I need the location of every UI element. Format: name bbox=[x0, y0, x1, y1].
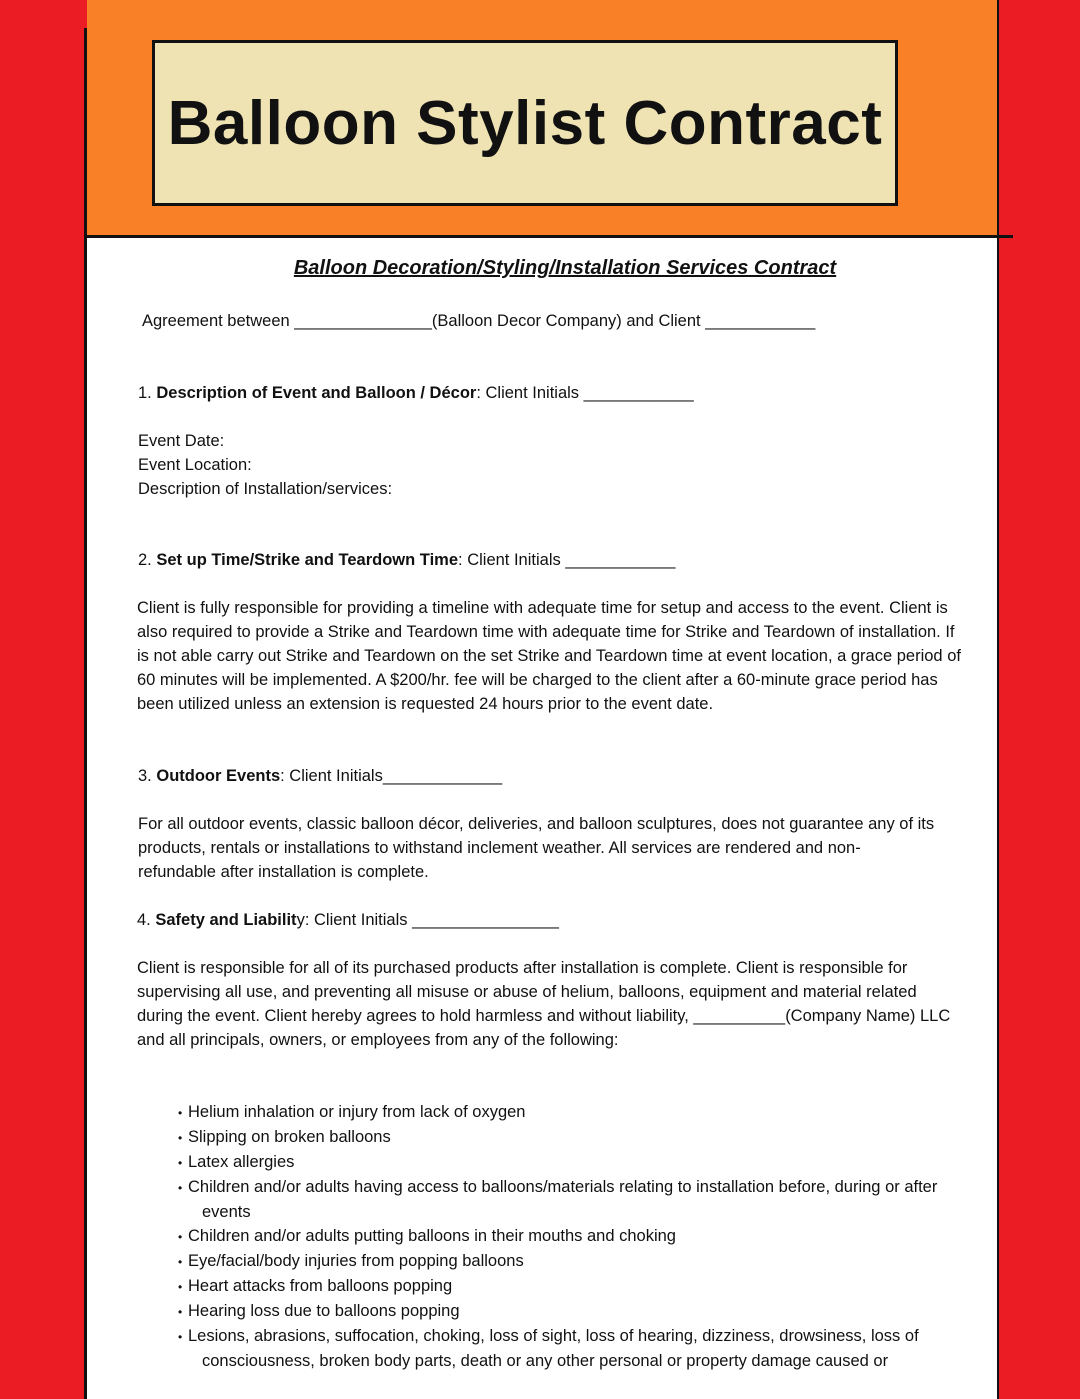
list-item: • Children and/or adults having access to balloons/materials relating to installation before, during or after events bbox=[168, 1175, 968, 1224]
section-title: Set up Time/Strike and Teardown Time bbox=[156, 551, 459, 569]
event-date-label: Event Date: bbox=[138, 432, 225, 450]
section-4-heading bbox=[137, 908, 559, 932]
section-number: 1. bbox=[138, 384, 157, 402]
agreement-line: Agreement between _______________(Balloon Decor Company) and Client ____________ bbox=[142, 312, 816, 330]
list-item: • Latex allergies bbox=[168, 1150, 968, 1175]
section-3-heading bbox=[138, 764, 502, 788]
list-item: • Heart attacks from balloons popping bbox=[168, 1274, 968, 1299]
list-item: • Children and/or adults putting balloons in their mouths and choking bbox=[168, 1224, 968, 1249]
list-item: • Slipping on broken balloons bbox=[168, 1125, 968, 1150]
document-title: Balloon Stylist Contract bbox=[167, 88, 883, 158]
section-title: Safety and Liabilit bbox=[155, 911, 297, 929]
section-number: 3. bbox=[138, 767, 157, 785]
section-1-heading bbox=[138, 381, 694, 405]
client-initials: : Client Initials ____________ bbox=[476, 384, 694, 402]
section-4-body: Client is responsible for all of its purchased products after installation is complete. Client is responsible for supervising all use, and preventing all misuse or abuse of helium, balloons, equipment and material related during the event. Client hereby agrees to hold harmless and without liability, __________(Company Name) LLC and all principals, owners, or employees from any of the following: bbox=[137, 959, 951, 1049]
right-border bbox=[997, 0, 999, 1399]
section-title: Outdoor Events bbox=[156, 767, 281, 785]
list-item: • Helium inhalation or injury from lack of oxygen bbox=[168, 1100, 968, 1125]
section-title: Description of Event and Balloon / Décor bbox=[156, 384, 477, 402]
liability-list bbox=[168, 1100, 968, 1373]
list-item: • Lesions, abrasions, suffocation, choking, loss of sight, loss of hearing, dizziness, drowsiness, loss of consciousness, broken body parts, death or any other personal or property damage caused or bbox=[168, 1324, 968, 1373]
client-initials: : Client Initials_____________ bbox=[280, 767, 503, 785]
section-number: 4. bbox=[137, 911, 156, 929]
subtitle: Balloon Decoration/Styling/Installation Services Contract bbox=[293, 257, 837, 279]
client-initials: : Client Initials ____________ bbox=[458, 551, 676, 569]
header-divider bbox=[84, 235, 1013, 238]
list-item: • Hearing loss due to balloons popping bbox=[168, 1299, 968, 1324]
event-location-label: Event Location: bbox=[138, 456, 252, 474]
client-initials: y: Client Initials ________________ bbox=[296, 911, 559, 929]
section-number: 2. bbox=[138, 551, 157, 569]
section-3-body: For all outdoor events, classic balloon décor, deliveries, and balloon sculptures, does not guarantee any of its products, rentals or installations to withstand inclement weather. All services are rendered and non-refundable after installation is complete. bbox=[138, 815, 935, 881]
left-border bbox=[84, 28, 87, 1399]
description-label: Description of Installation/services: bbox=[138, 480, 393, 498]
list-item: • Eye/facial/body injuries from popping balloons bbox=[168, 1249, 968, 1274]
title-box bbox=[152, 40, 898, 206]
section-2-body: Client is fully responsible for providing a timeline with adequate time for setup and access to the event. Client is also required to provide a Strike and Teardown time with adequate time for Strike and Teardown of installation. If is not able carry out Strike and Teardown on the set Strike and Teardown time at event location, a grace period of 60 minutes will be implemented. A $200/hr. fee will be charged to the client after a 60-minute grace period has been utilized unless an extension is requested 24 hours prior to the event date. bbox=[137, 599, 961, 713]
section-2-heading bbox=[138, 548, 675, 572]
